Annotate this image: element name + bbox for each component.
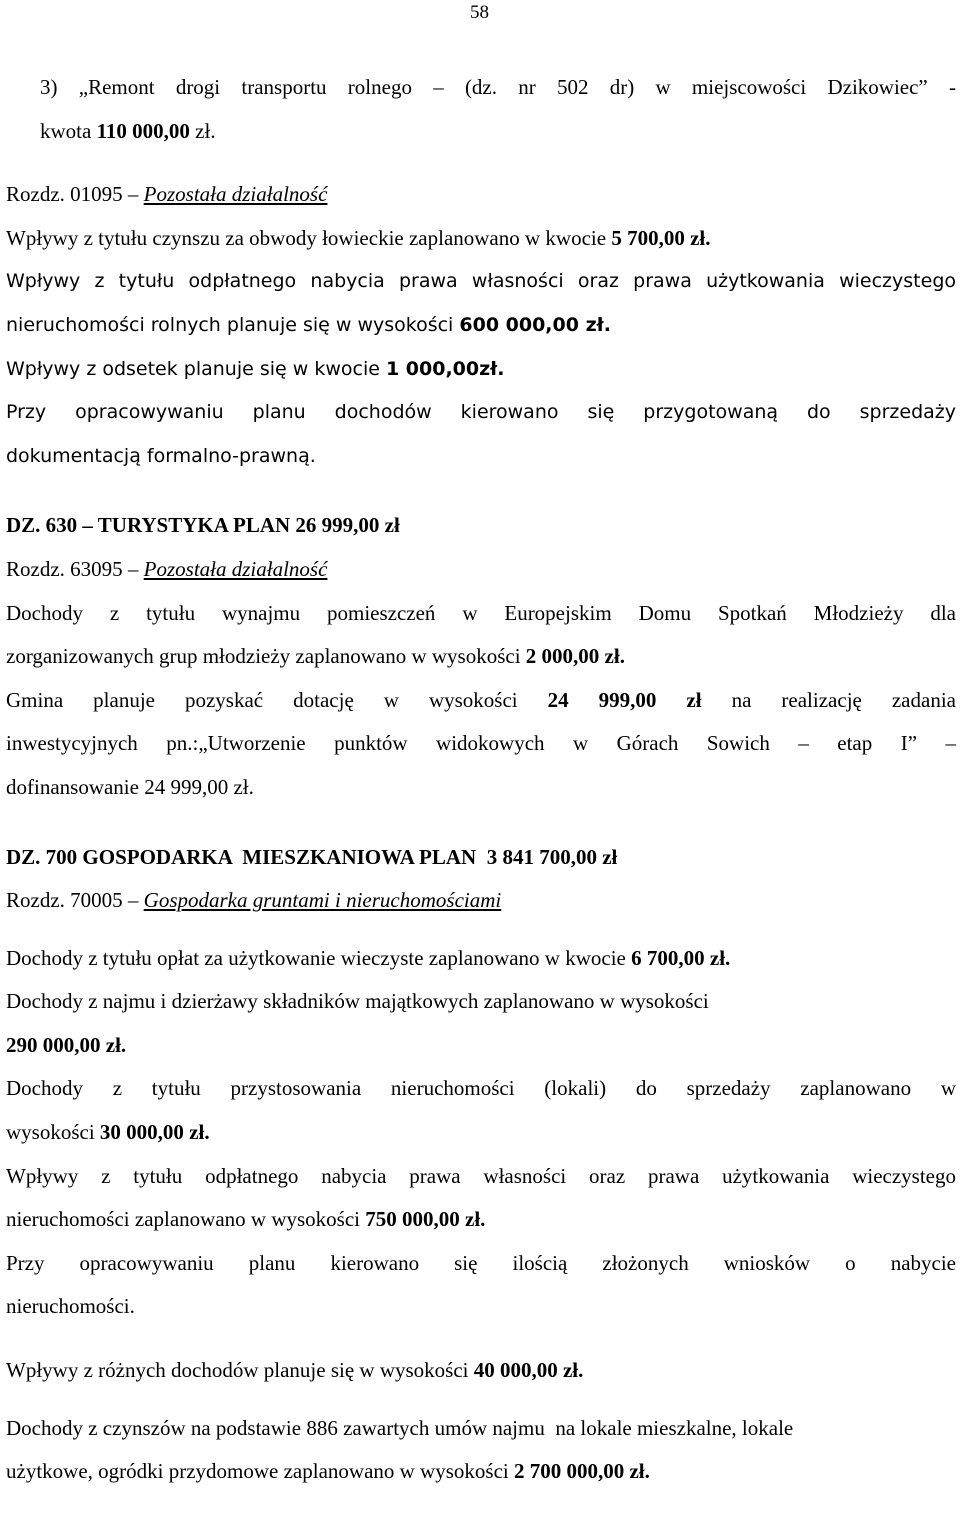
odsetki-text: Wpływy z odsetek planuje się w kwocie [6, 357, 386, 380]
przy-opracowywaniu-line2: dokumentacją formalno-prawną. [6, 444, 316, 467]
rozne-dochody-line [6, 1349, 956, 1393]
nabycie-rolne-text: nieruchomości rolnych planuje się w wysokości [6, 313, 460, 336]
czynsz-lowieckie-text: Wpływy z tytułu czynszu za obwody łowieckie zaplanowano w kwocie [6, 225, 612, 250]
item3-line1: 3) „Remont drogi transportu rolnego – (dz. nr 502 dr) w miejscowości Dzikowiec” - [40, 75, 956, 99]
gmina-dotacja-line2: inwestycyjnych pn.:„Utworzenie punktów widokowych w Górach Sowich – etap I” – [6, 731, 956, 756]
czynsze-text: użytkowe, ogródki przydomowe zaplanowano w wysokości [6, 1459, 514, 1484]
rozne-dochody-text: Wpływy z różnych dochodów planuje się w wysokości [6, 1358, 474, 1383]
nabycie-nieruchomosci-line2 [6, 1198, 956, 1242]
rozdz-01095-name: Pozostała działalność [143, 182, 328, 207]
najem-amount: 290 000,00 zł. [6, 1032, 127, 1057]
przy-opracowywaniu-line1: Przy opracowywaniu planu dochodów kierowano się przygotowaną do sprzedaży [6, 401, 956, 424]
uzytkowanie-line [6, 937, 956, 981]
gmina-dotacja-line1 [6, 679, 956, 723]
dz-700-heading: DZ. 700 GOSPODARKA MIESZKANIOWA PLAN 3 841 700,00 zł [6, 844, 618, 869]
nabycie-nieruchomosci-text: nieruchomości zaplanowano w wysokości [6, 1207, 366, 1232]
wynajem-amount: 2 000,00 zł. [525, 644, 625, 669]
rozne-dochody-amount: 40 000,00 zł. [473, 1358, 584, 1383]
nabycie-nieruchomosci-amount: 750 000,00 zł. [365, 1207, 486, 1232]
nabycie-nieruchomosci-line1: Wpływy z tytułu odpłatnego nabycia prawa własności oraz prawa użytkowania wieczystego [6, 1163, 956, 1188]
rozdz-70005-number: Rozdz. 70005 – [6, 888, 144, 913]
gmina-dotacja-text-end: na realizację zadania [701, 687, 956, 712]
odsetki-amount: 1 000,00zł. [385, 357, 505, 380]
rozdz-63095-number: Rozdz. 63095 – [6, 556, 144, 581]
przy-opracowywaniu-700-line1: Przy opracowywaniu planu kierowano się ilością złożonych wniosków o nabycie [6, 1250, 956, 1275]
odsetki-line [6, 348, 956, 392]
item3-currency: zł. [189, 118, 216, 143]
uzytkowanie-amount: 6 700,00 zł. [631, 945, 731, 970]
rozdz-63095-heading [6, 548, 956, 592]
item3-line2 [6, 110, 956, 154]
wynajem-line2 [6, 635, 956, 679]
czynsze-line1: Dochody z czynszów na podstawie 886 zawartych umów najmu na lokale mieszkalne, lokale [6, 1415, 794, 1440]
gmina-dotacja-line3: dofinansowanie 24 999,00 zł. [6, 774, 254, 799]
przystosowanie-line2 [6, 1111, 956, 1155]
rozdz-70005-heading [6, 879, 956, 923]
document-body [6, 66, 956, 1494]
nabycie-rolne-line1: Wpływy z tytułu odpłatnego nabycia prawa własności oraz prawa użytkowania wieczystego [6, 270, 956, 293]
czynsz-lowieckie-line [6, 217, 956, 261]
page-number: 58 [470, 2, 489, 23]
rozdz-63095-name: Pozostała działalność [143, 556, 328, 581]
czynsze-amount: 2 700 000,00 zł. [513, 1459, 650, 1484]
nabycie-rolne-line2 [6, 304, 956, 348]
nabycie-rolne-amount: 600 000,00 zł. [459, 313, 611, 336]
rozdz-01095-number: Rozdz. 01095 – [6, 182, 144, 207]
dz-630-heading: DZ. 630 – TURYSTYKA PLAN 26 999,00 zł [6, 513, 400, 538]
item3-amount: 110 000,00 [96, 118, 190, 143]
item3-kwota-label: kwota [40, 118, 97, 143]
gmina-dotacja-text: Gmina planuje pozyskać dotację w wysokości [6, 687, 548, 712]
wynajem-line1: Dochody z tytułu wynajmu pomieszczeń w Europejskim Domu Spotkań Młodzieży dla [6, 600, 956, 625]
najem-line1: Dochody z najmu i dzierżawy składników majątkowych zaplanowano w wysokości [6, 989, 709, 1014]
wynajem-text: zorganizowanych grup młodzieży zaplanowano w wysokości [6, 644, 526, 669]
czynsze-line2 [6, 1450, 956, 1494]
rozdz-70005-name: Gospodarka gruntami i nieruchomościami [143, 888, 502, 913]
uzytkowanie-text: Dochody z tytułu opłat za użytkowanie wieczyste zaplanowano w kwocie [6, 945, 632, 970]
przy-opracowywaniu-700-line2: nieruchomości. [6, 1294, 135, 1319]
przystosowanie-line1: Dochody z tytułu przystosowania nieruchomości (lokali) do sprzedaży zaplanowano w [6, 1076, 956, 1101]
przystosowanie-text: wysokości [6, 1120, 100, 1145]
rozdz-01095-heading [6, 173, 956, 217]
czynsz-lowieckie-amount: 5 700,00 zł. [611, 225, 711, 250]
przystosowanie-amount: 30 000,00 zł. [99, 1120, 210, 1145]
gmina-dotacja-amount: 24 999,00 zł [547, 687, 702, 712]
